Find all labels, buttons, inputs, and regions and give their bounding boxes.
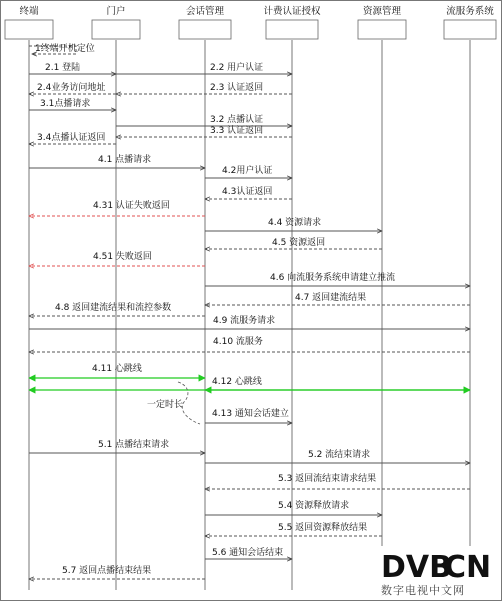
message-label: 5.6 通知会话结束 (212, 548, 284, 558)
actor-box (444, 20, 496, 39)
actor-box (92, 20, 140, 39)
message-label: 2.4业务访问地址 (37, 83, 106, 93)
message-label: 4.7 返回建流结果 (295, 293, 367, 303)
messages (29, 42, 470, 579)
message-label: 4.3认证返回 (222, 187, 273, 197)
message-27 (205, 472, 470, 489)
message-9 (29, 153, 205, 168)
message-12 (29, 199, 205, 216)
watermark-subtitle: 数字电视中文网 (381, 584, 465, 597)
message-label: 4.13 通知会话建立 (212, 409, 289, 419)
message-8 (29, 131, 116, 144)
message-20 (29, 335, 470, 352)
message-label: 4.31 认证失败返回 (93, 201, 170, 211)
message-label: 5.4 资源释放请求 (278, 501, 350, 511)
message-label: 3.4点播认证返回 (37, 133, 106, 143)
message-30 (205, 546, 292, 559)
message-label: 5.1 点播结束请求 (98, 440, 170, 450)
message-11 (205, 185, 292, 199)
message-22 (205, 375, 470, 390)
message-13 (205, 216, 382, 231)
message-label: 5.7 返回点播结束结果 (62, 566, 152, 576)
actor-label: 计费认证授权 (263, 6, 321, 17)
message-label: 4.51 失败返回 (93, 252, 152, 262)
message-26 (205, 448, 470, 463)
message-label: 5.5 返回资源释放结果 (278, 523, 368, 533)
message-label: 4.9 流服务请求 (213, 316, 276, 326)
message-15 (29, 250, 205, 266)
message-29 (205, 521, 382, 536)
message-10 (205, 164, 292, 178)
message-24 (205, 407, 292, 423)
message-16 (205, 271, 470, 286)
watermark-brand-right: CN (444, 550, 492, 585)
message-label: 5.3 返回流结束请求结果 (278, 474, 377, 484)
message-label: 4.11 心跳线 (92, 364, 142, 374)
duration-note (147, 382, 200, 424)
actor-headers (5, 5, 496, 39)
message-2 (116, 61, 292, 74)
message-4 (29, 81, 116, 94)
actor-box (266, 20, 318, 39)
duration-label: 一定时长 (147, 400, 184, 410)
message-label: 2.3 认证返回 (210, 83, 264, 93)
actor-box (358, 20, 406, 39)
actor-label: 资源管理 (362, 6, 402, 17)
actor-label: 门户 (106, 6, 126, 17)
message-6 (116, 113, 292, 126)
message-21 (29, 362, 205, 378)
message-label: 4.1 点播请求 (98, 155, 152, 165)
message-18 (29, 301, 205, 316)
message-3 (116, 81, 292, 94)
message-25 (29, 438, 205, 453)
message-label: 4.5 资源返回 (272, 238, 326, 248)
actor-box (179, 20, 231, 39)
message-label: 3.2 点播认证 (210, 115, 264, 125)
message-label: 3.1点播请求 (40, 99, 91, 109)
watermark-brand-left: DVB (381, 550, 452, 585)
message-31 (29, 564, 205, 579)
message-label: 4.2用户认证 (222, 166, 273, 176)
message-label: 4.4 资源请求 (268, 218, 322, 228)
message-label: 2.2 用户认证 (210, 63, 264, 73)
message-14 (205, 236, 382, 249)
message-5 (29, 97, 116, 110)
message-label: 1终端开机定位 (35, 44, 95, 54)
message-19 (29, 314, 470, 329)
message-1 (29, 61, 116, 74)
message-label: 4.12 心跳线 (212, 377, 262, 387)
actor-label: 会话管理 (185, 6, 225, 17)
message-label: 4.8 返回建流结果和流控参数 (55, 303, 172, 313)
message-0 (29, 42, 95, 54)
actor-box (5, 20, 53, 39)
message-28 (205, 499, 382, 515)
actor-label: 终端 (19, 6, 39, 17)
message-17 (205, 291, 470, 305)
message-label: 4.6 向流服务系统申请建立推流 (270, 273, 396, 283)
message-label: 5.2 流结束请求 (308, 450, 371, 460)
watermark (376, 546, 500, 599)
message-label: 3.3 认证返回 (210, 126, 264, 136)
message-label: 4.10 流服务 (213, 337, 263, 347)
actor-label: 流服务系统 (446, 6, 494, 17)
message-label: 2.1 登陆 (45, 63, 81, 73)
